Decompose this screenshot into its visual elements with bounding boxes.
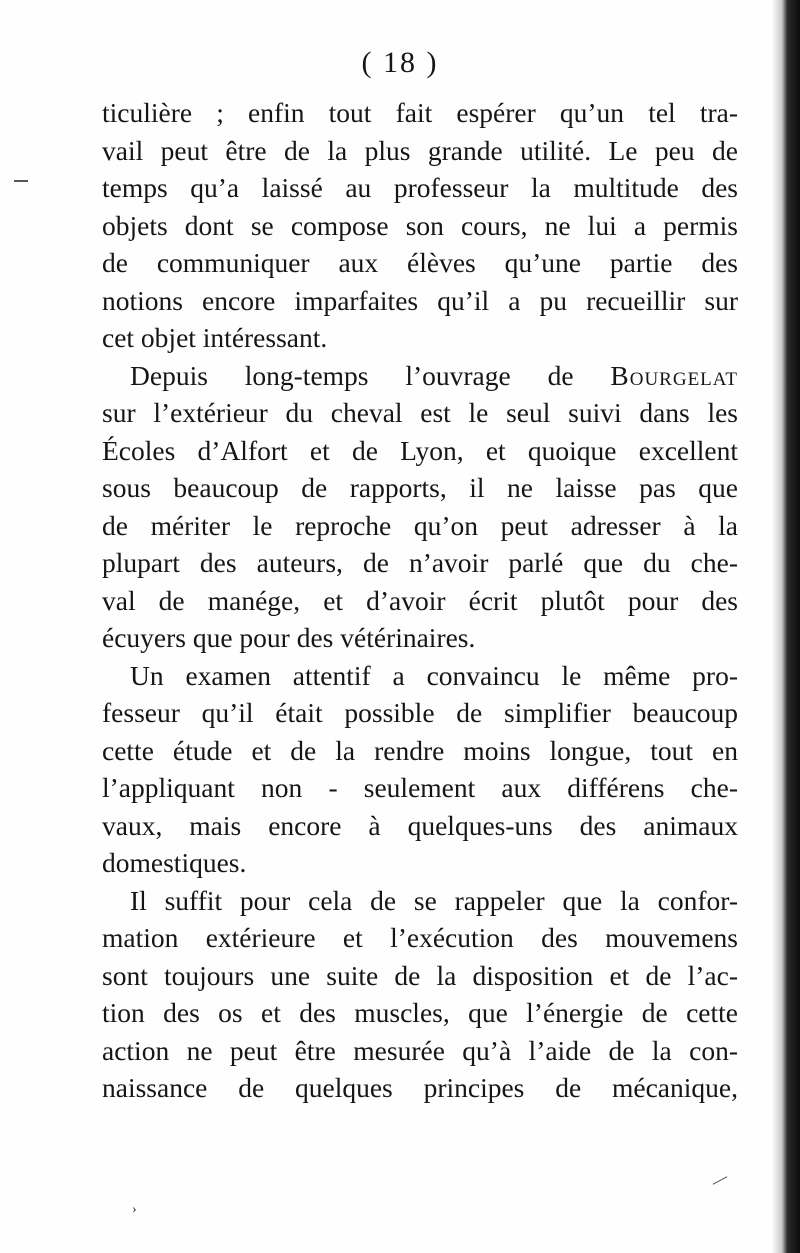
- text-line: domestiques.: [102, 847, 247, 878]
- text-line: val de manége, et d’avoir écrit plutôt pour des: [102, 584, 738, 616]
- text-line: naissance de quelques principes de mécanique,: [102, 1072, 738, 1103]
- text-line: vail peut être de la plus grande utilité. Le peu de: [102, 134, 738, 166]
- text-line: plupart des auteurs, de n’avoir parlé que du che-: [102, 547, 738, 578]
- text-line: vaux, mais encore à quelques-uns des animaux: [102, 809, 738, 841]
- text-line: temps qu’a laissé au professeur la multitude des: [102, 172, 738, 203]
- text-line: l’appliquant non - seulement aux différens che-: [102, 772, 738, 803]
- stray-mark: ›: [132, 1202, 137, 1217]
- author-name: Bourgelat: [610, 359, 739, 391]
- paragraph-first-line: Il suffit pour cela de se rappeler que la confor-: [130, 884, 738, 916]
- text-line: sont toujours une suite de la disposition et de l’ac-: [102, 959, 738, 991]
- text-line: Écoles d’Alfort et de Lyon, et quoique excellent: [102, 434, 738, 466]
- text-line: notions encore imparfaites qu’il a pu recueillir sur: [102, 284, 738, 316]
- text-line: de communiquer aux élèves qu’une partie des: [102, 247, 738, 278]
- text-line: mation extérieure et l’exécution des mouvemens: [102, 922, 738, 953]
- text-line: de mériter le reproche qu’on peut adresser à la: [102, 509, 738, 541]
- text-line: fesseur qu’il était possible de simplifier beaucoup: [102, 697, 738, 728]
- page-number: ( 18 ): [361, 46, 439, 79]
- text-line: ticulière ; enfin tout fait espérer qu’un tel tra-: [102, 97, 738, 128]
- text-line: objets dont se compose son cours, ne lui a permis: [102, 209, 738, 241]
- paragraph-first-line: [102, 357, 738, 395]
- margin-mark: [14, 180, 28, 182]
- text-line: cet objet intéressant.: [102, 322, 328, 353]
- stray-line: [713, 1176, 728, 1184]
- text-line: action ne peut être mesurée qu’à l’aide de la con-: [102, 1034, 738, 1066]
- page-gutter-shadow: [772, 0, 800, 1253]
- body-text: [102, 94, 738, 1107]
- paragraph-first-line: Un examen attentif a convaincu le même pro-: [130, 659, 738, 691]
- text-line: écuyers que pour des vétérinaires.: [102, 622, 476, 653]
- text-line: sur l’extérieur du cheval est le seul suivi dans les: [102, 397, 738, 428]
- text-line: sous beaucoup de rapports, il ne laisse pas que: [102, 472, 738, 503]
- text-span: Depuis long-temps l’ouvrage de: [130, 359, 574, 391]
- text-line: cette étude et de la rendre moins longue, tout en: [102, 734, 738, 766]
- text-line: tion des os et des muscles, que l’énergie de cette: [102, 997, 738, 1028]
